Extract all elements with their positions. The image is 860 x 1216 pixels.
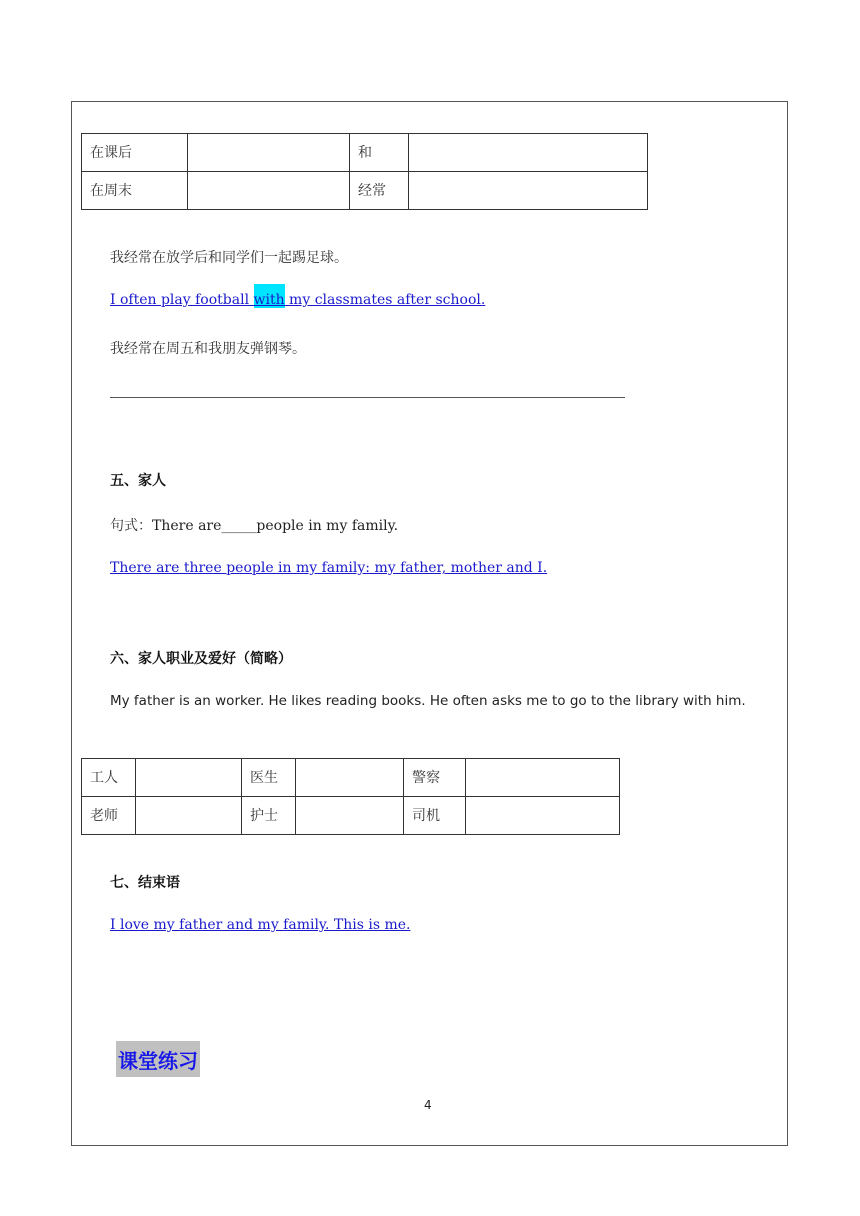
section-5-heading: 五、家人: [110, 473, 166, 489]
table-cell: 经常: [350, 172, 409, 210]
pattern-label: 句式：: [110, 518, 152, 534]
section-7-example-link[interactable]: I love my father and my family. This is me.: [110, 917, 411, 933]
table-cell-blank[interactable]: [136, 759, 242, 797]
practice-badge: 课堂练习: [116, 1041, 200, 1077]
section-5-example-link[interactable]: There are three people in my family: my father, mother and I.: [110, 560, 548, 576]
answer-highlight: with: [254, 284, 285, 308]
exercise-answer-link[interactable]: [110, 292, 485, 308]
page-number: 4: [424, 1098, 432, 1112]
table-cell: 工人: [82, 759, 136, 797]
section-6-example: My father is an worker. He likes reading books. He often asks me to go to the library with him.: [110, 693, 746, 709]
table-cell: 老师: [82, 797, 136, 835]
exercise-prompt-cn: 我经常在放学后和同学们一起踢足球。: [110, 250, 348, 266]
table-cell: 护士: [242, 797, 296, 835]
table-cell-blank[interactable]: [409, 172, 648, 210]
exercise-task-cn: 我经常在周五和我朋友弹钢琴。: [110, 341, 306, 357]
table-cell-blank[interactable]: [136, 797, 242, 835]
table-cell: 和: [350, 134, 409, 172]
table-cell-blank[interactable]: [188, 134, 350, 172]
table-cell: 医生: [242, 759, 296, 797]
table-cell: 在周末: [82, 172, 188, 210]
table-cell-blank[interactable]: [466, 759, 620, 797]
section-7-heading: 七、结束语: [110, 875, 180, 891]
table-row: [82, 172, 648, 210]
table-row: [82, 797, 620, 835]
table-cell: 司机: [404, 797, 466, 835]
section-6-heading: 六、家人职业及爱好（简略）: [110, 651, 292, 667]
answer-blank-line[interactable]: [110, 397, 625, 398]
section-5-pattern: [110, 515, 398, 535]
table-cell-blank[interactable]: [296, 797, 404, 835]
table-row: [82, 759, 620, 797]
table-cell: 警察: [404, 759, 466, 797]
table-cell-blank[interactable]: [409, 134, 648, 172]
answer-text-after: my classmates after school.: [284, 292, 486, 308]
table-cell: 在课后: [82, 134, 188, 172]
pattern-text: There are_____people in my family.: [152, 518, 399, 534]
vocab-table-phrases: [81, 133, 648, 210]
answer-text-before: I often play football: [110, 292, 254, 308]
vocab-table-jobs: [81, 758, 620, 835]
table-cell-blank[interactable]: [466, 797, 620, 835]
table-cell-blank[interactable]: [296, 759, 404, 797]
table-cell-blank[interactable]: [188, 172, 350, 210]
table-row: [82, 134, 648, 172]
